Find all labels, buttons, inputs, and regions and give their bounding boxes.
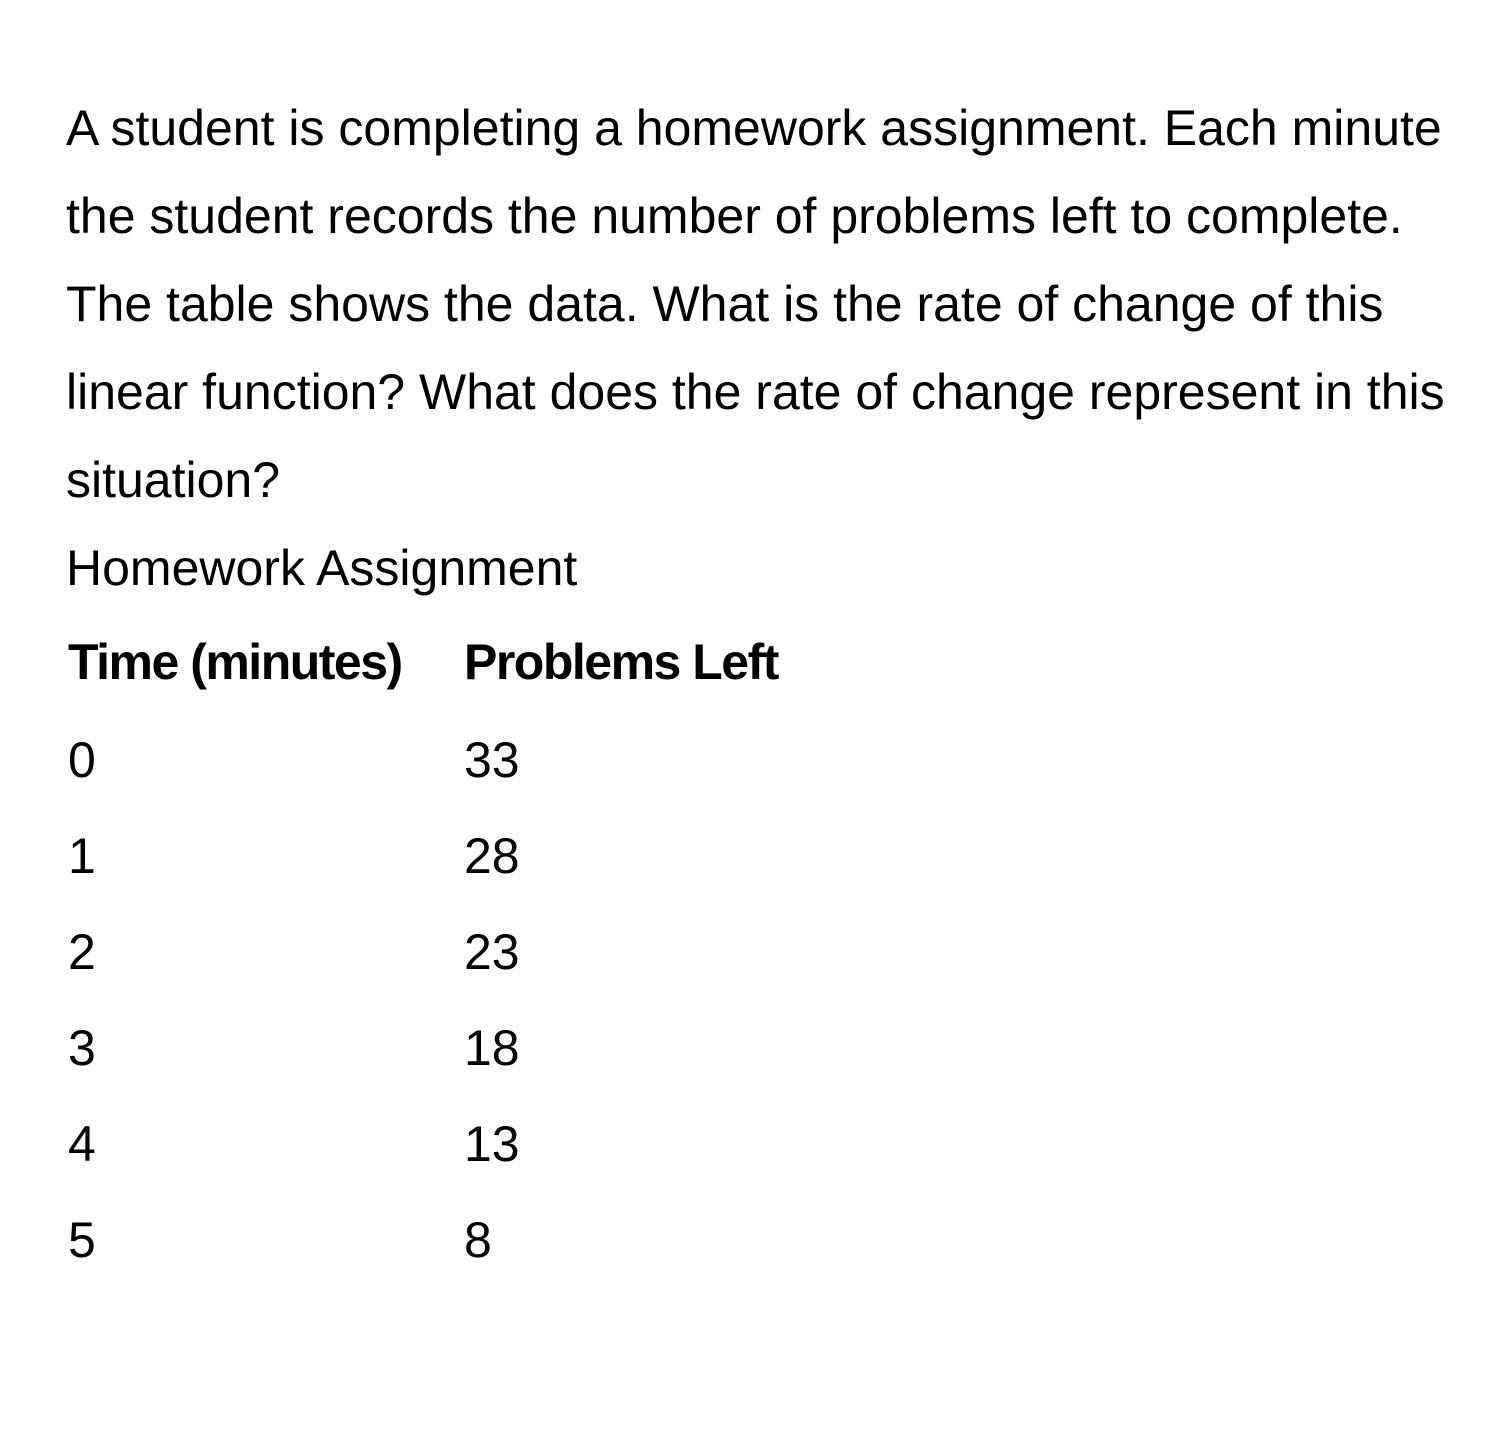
header-time: Time (minutes) xyxy=(68,634,402,690)
table-title: Homework Assignment xyxy=(66,540,578,596)
homework-table xyxy=(66,612,778,1288)
table-header-row xyxy=(66,612,778,712)
table-row xyxy=(66,712,778,808)
cell-time: 2 xyxy=(68,924,96,980)
cell-problems-left: 23 xyxy=(464,924,520,980)
cell-time: 3 xyxy=(68,1020,96,1076)
cell-time: 5 xyxy=(68,1212,96,1268)
table-row xyxy=(66,808,778,904)
cell-problems-left: 18 xyxy=(464,1020,520,1076)
cell-problems-left: 8 xyxy=(464,1212,492,1268)
table-row xyxy=(66,1096,778,1192)
header-problems-left: Problems Left xyxy=(464,634,778,690)
table-row xyxy=(66,1000,778,1096)
table-row xyxy=(66,1192,778,1288)
cell-problems-left: 28 xyxy=(464,828,520,884)
cell-time: 1 xyxy=(68,828,96,884)
question-text: A student is completing a homework assignment. Each minute the student records the number of problems left to complete. The table shows the data. What is the rate of change of this linear function? What does the rate of change represent in this situation? xyxy=(66,100,1445,508)
cell-time: 4 xyxy=(68,1116,96,1172)
cell-problems-left: 33 xyxy=(464,732,520,788)
table-row xyxy=(66,904,778,1000)
cell-problems-left: 13 xyxy=(464,1116,520,1172)
document-content xyxy=(66,84,1446,1288)
cell-time: 0 xyxy=(68,732,96,788)
